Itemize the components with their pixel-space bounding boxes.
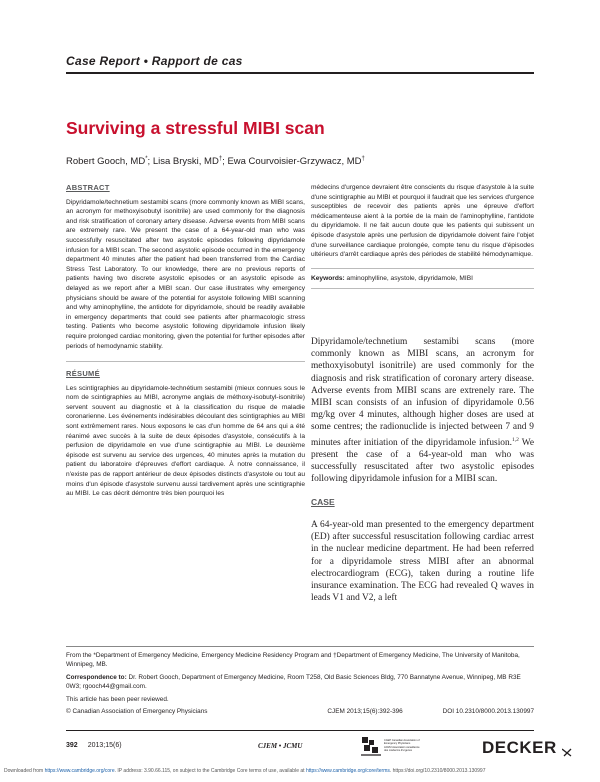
download-notice	[4, 768, 596, 774]
abstract-divider	[66, 361, 305, 362]
decker-swoosh-icon	[562, 747, 572, 757]
keywords-divider	[311, 268, 534, 269]
intro-paragraph	[311, 336, 534, 486]
download-link-terms[interactable]: https://www.cambridge.org/core/terms	[305, 768, 390, 774]
intro-text-b: We present the case of a 64-year-old man who was successfully resuscitated after two asystolic episodes following dipyridamole infusion for a MIBI scan.	[311, 437, 534, 485]
footer-rule	[66, 646, 534, 647]
intro-ref: 1,2	[512, 436, 519, 443]
download-link-core[interactable]: https://www.cambridge.org/core	[44, 768, 115, 774]
author-mark: *	[145, 156, 148, 162]
abstract-section	[66, 183, 305, 499]
article-title: Surviving a stressful MIBI scan	[66, 118, 325, 138]
resume-continued-text: médecins d'urgence devraient être conscients du risque d'asystole à la suite d'une scintigraphie au MIBI et pourquoi il faudrait que les services d'urgence susceptibles de recevoir des patients après une épreuve d'effort médicamenteuse aient à la portée de la main de l'aminophylline, l'antidote du dipyridamole. Il ne fait aucun doute que les patients qui subissent un épisode d'asystole après une perfusion de dipyridamole doivent faire l'objet d'une surveillance cardiaque prolongée, compte tenu du risque d'épisodes ultérieurs d'arrêt cardiaque après des périodes de stabilité hémodynamique.	[311, 184, 534, 259]
section-heading: Case Report • Rapport de cas	[66, 54, 243, 68]
author-name: Robert Gooch, MD	[66, 156, 146, 168]
caep-text	[384, 739, 424, 753]
abstract-text: Dipyridamole/technetium sestamibi scans (more commonly known as MIBI scans, an acronym for methoxyisobutyl isonitrile) are used commonly for the diagnosis and risk stratification of coronary artery disease. Adverse events from MIBI scans are extremely rare. We present the case of a 64-year-old man who was successfully resuscitated after two asystolic episodes following dipyridamole infusion for a MIBI scan. The second asystolic episode occurred in the emergency department 40 minutes after the patient had been transferred from the Cardiac Stress Test Laboratory. To our knowledge, there are no previous reports of patients having two discrete asystolic episodes or an asystolic episode as delayed as we report after a MIBI scan. Our case illustrates why emergency physicians should be aware of the potential for asystole following MIBI scanning and why aminophylline, the antidote for dipyridamole, should be readily available in emergency departments that could see patients after pharmacologic stress testing. Patients who become asystolic following dipyridamole infusion likely require prolonged cardiac monitoring, given the potential for further episodes after periods of hemodynamic stability.	[66, 198, 305, 350]
author-mark: †	[218, 156, 223, 162]
page-number: 392	[66, 742, 78, 749]
download-middle: . IP address: 3.90.66.115, on subject to the Cambridge Core terms of use, available at	[114, 768, 306, 774]
citation-line	[66, 707, 534, 716]
resume-continued	[311, 183, 534, 289]
caep-en: CAEP Canadian Association of Emergency Physicians	[384, 739, 420, 746]
correspondence-text: Dr. Robert Gooch, Department of Emergency Medicine, Room T258, Old Basic Sciences Bldg, 770 Bannatyne Avenue, Winnipeg, MB R3E 0W3; rgooch44@gmail.com.	[66, 674, 521, 690]
resume-heading: RÉSUMÉ	[66, 369, 100, 379]
author-line	[66, 156, 365, 167]
author-separator: ;	[147, 156, 153, 168]
affiliation: From the *Department of Emergency Medicine, Emergency Medicine Residency Program and †Department of Emergency Medicine, The University of Manitoba, Winnipeg, MB.	[66, 652, 520, 668]
caep-fr: ACMU Association canadienne des médecins d'urgence	[384, 745, 420, 753]
decker-wordmark: DECKER	[482, 738, 557, 757]
author-separator: ;	[222, 156, 228, 168]
correspondence	[66, 673, 534, 691]
doi: DOI 10.2310/8000.2013.130997	[442, 708, 534, 715]
journal-name: CJEM • JCMU	[258, 742, 303, 750]
resume-text: Les scintigraphies au dipyridamole-technétium sestamibi (mieux connues sous le nom de scintigraphies au MIBI, acronyme anglais de méthoxy-isobutyl-isonitrile) servent souvent au diagnostic et à la classification du risque de maladie coronarienne. Les événements indésirables découlant des scintigraphies au MIBI sont extrêmement rares. Nous exposons le cas d'un homme de 64 ans qui a été réanimé avec succès à la suite de deux épisodes d'asystole, consécutifs à la perfusion de dipyridamole en vue d'une scintigraphie au MIBI. Le deuxième épisode est survenu au service des urgences, 40 minutes après la mutation du patient du laboratoire d'épreuves d'effort cardiaque. À notre connaissance, il n'existe pas de rapport antérieur de deux épisodes distincts d'asystole ou tout au moins d'un épisode d'asystole survenu aussi tardivement après une scintigraphie au MIBI. Le cas décrit démontre très bien pourquoi les	[66, 384, 305, 498]
intro-text-a: Dipyridamole/technetium sestamibi scans (more commonly known as MIBI scans, an acronym for methoxyisobutyl isonitrile) are used commonly for the diagnosis and risk stratification of coronary artery disease. Adverse events from MIBI scans are extrenely rare. The MIBI scan consists of an infusion of dipyridamole 0.56 mg/kg over 4 minutes, although higher doses are used at some centres; the radionuclide is injected between 7 and 9 minutes after initiation of the dipyridamole infusion.	[311, 337, 534, 448]
keywords-bottom-divider	[311, 288, 534, 289]
caep-logo	[360, 735, 420, 757]
author-mark: †	[361, 156, 365, 162]
case-heading: CASE	[311, 497, 335, 507]
keywords-line	[311, 274, 534, 284]
keywords-label: Keywords:	[311, 274, 345, 282]
correspondence-label: Correspondence to:	[66, 674, 127, 681]
download-prefix: Downloaded from	[4, 768, 45, 774]
footer-notes	[66, 651, 534, 704]
author-name: Ewa Courvoisier-Grzywacz, MD	[227, 156, 362, 168]
author-name: Lisa Bryski, MD	[152, 156, 219, 168]
abstract-heading: ABSTRACT	[66, 183, 110, 192]
decker-logo	[482, 738, 572, 758]
download-suffix: . https://doi.org/10.2310/8000.2013.130997	[389, 768, 486, 774]
keywords-text: aminophylline, asystole, dipyridamole, MIBI	[344, 274, 473, 282]
caep-emblem-icon	[360, 735, 382, 757]
issue: 2013;15(6)	[87, 742, 122, 749]
citation: CJEM 2013;15(6):392-396	[327, 708, 403, 715]
copyright: © Canadian Association of Emergency Physicians	[66, 708, 208, 715]
header-rule	[66, 72, 534, 74]
page-footer-rule	[66, 730, 534, 731]
peer-review-note: This article has been peer reviewed.	[66, 696, 169, 703]
case-paragraph: A 64-year-old man presented to the emergency department (ED) after successful resuscitation following cardiac arrest in the nuclear medicine department. He had been referred for a dipyridamole stress MIBI after an abnormal electrocardiogram (ECG), taken during a routine life insurance examination. The ECG had revealed Q waves in leads V1 and V2, a left	[311, 520, 534, 604]
page-number-line	[66, 742, 122, 749]
